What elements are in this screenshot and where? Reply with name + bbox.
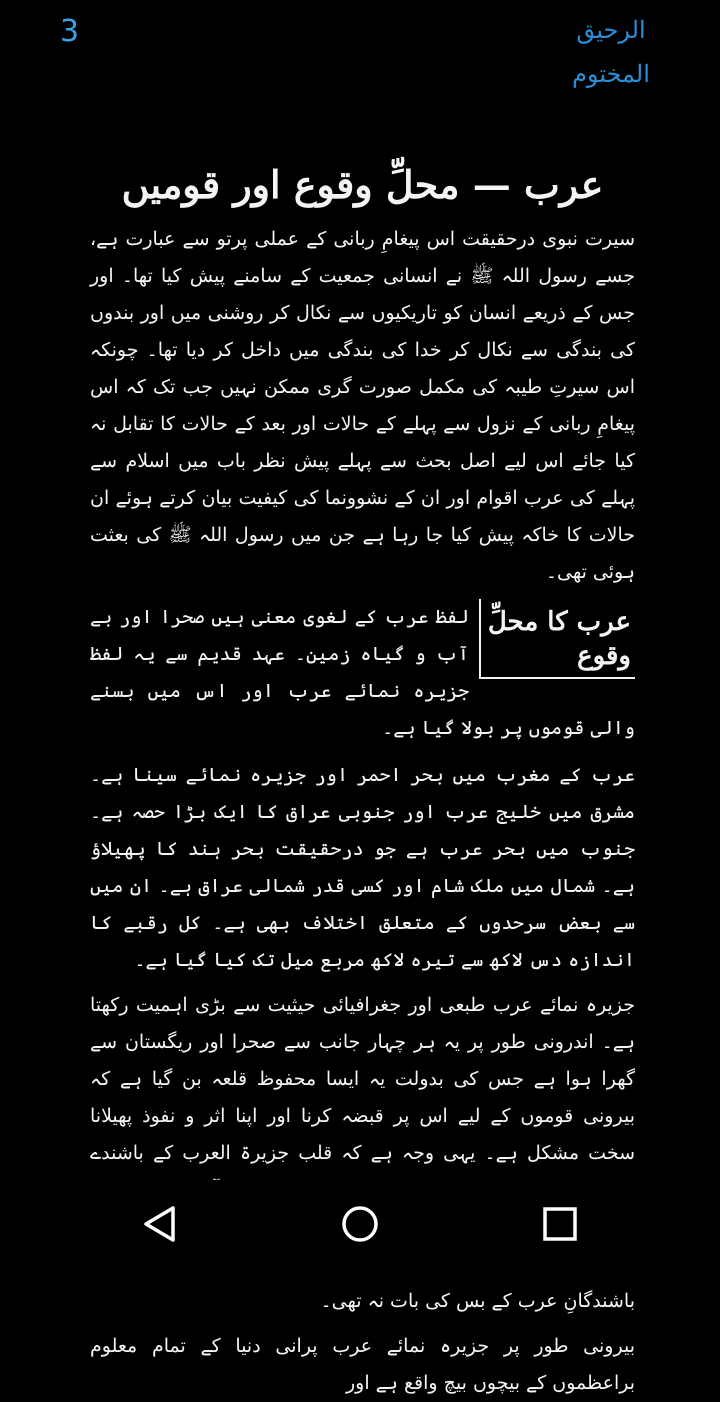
recents-square-icon bbox=[540, 1204, 580, 1244]
section-block bbox=[90, 599, 635, 747]
geography-paragraph: عرب کے مغرب میں بحر احمر اور جزیرہ نمائے سینا ہے۔ مشرق میں خلیج عرب اور جنوبی عراق کا ایک بڑا حصہ ہے۔ جنوب میں بحر عرب ہے جو درحقیقت بحر ہند کا پھیلاؤ ہے۔ شمال میں ملک شام اور کسی قدر شمالی عراق ہے۔ ان میں سے بعض سرحدوں کے متعلق اختلاف بھی ہے۔ کل رقبے کا اندازہ دس لاکھ سے تیرہ لاکھ مربع میل تک کیا گیا ہے۔ bbox=[90, 764, 635, 971]
paragraph-gap bbox=[90, 747, 635, 757]
page-number: 3 bbox=[60, 14, 80, 49]
book-page[interactable] bbox=[90, 150, 635, 1394]
home-button[interactable] bbox=[328, 1192, 392, 1256]
book-logo: الرحیق المختوم bbox=[572, 16, 650, 88]
back-button[interactable] bbox=[128, 1192, 192, 1256]
intro-paragraph: سیرت نبوی درحقیقت اس پیغامِ ربانی کے عملی پرتو سے عبارت ہے، جسے رسول اللہ ﷺ نے انسانی جمعیت کے سامنے پیش کیا تھا۔ اور جس کے ذریعے انسان کو تاریکیوں سے نکال کر روشنی میں اور بندوں کی بندگی سے نکال کر خدا کی بندگی میں داخل کر دیا تھا۔ چونکہ اس سیرتِ طیبہ کی مکمل صورت گری ممکن نہیں جب تک کہ اس پیغامِ ربانی کے نزول سے پہلے کے حالات اور بعد کے حالات کا تقابل نہ کیا جائے اس لیے اصل بحث سے پہلے پیش نظر باب میں اسلام سے پہلے کی عرب اقوام اور ان کے نشوونما کی کیفیت بیان کرتے ہوئے ان حالات کا خاکہ پیش کیا جا رہا ہے جن میں رسول اللہ ﷺ کی بعثت ہوئی تھی۔ bbox=[90, 228, 635, 583]
location-paragraph: بیرونی طور پر جزیرہ نمائے عرب پرانی دنیا کے تمام معلوم براعظموں کے بیچوں بیچ واقع ہے اور bbox=[90, 1335, 635, 1394]
back-triangle-icon bbox=[140, 1204, 180, 1244]
home-circle-icon bbox=[340, 1204, 380, 1244]
section-heading: عرب کا محلِّ وقوع bbox=[479, 599, 635, 679]
recents-button[interactable] bbox=[528, 1192, 592, 1256]
importance-paragraph: جزیرہ نمائے عرب طبعی اور جغرافیائی حیثیت سے بڑی اہمیت رکھتا ہے۔ اندرونی طور پر یہ ہر چہار جانب سے صحرا اور ریگستان سے گھرا ہوا ہے جس کی بدولت یہ ایسا محفوظ قلعہ بن گیا ہے کہ بیرونی قوموں کے لیے اس پر قبضہ کرنا اور اپنا اثر و نفوذ پھیلانا سخت مشکل ہے۔ یہی وجہ ہے کہ قلب جزیرۃ العرب کے باشندے باشندگانِ عرب کے بس کی بات نہ تھی۔ bbox=[90, 994, 635, 1312]
chapter-heading: عرب — محلِّ وقوع اور قومیں bbox=[121, 162, 604, 207]
navigation-bar bbox=[0, 1180, 720, 1280]
section-intro-paragraph: لفظ عرب کے لغوی معنی ہیں صحرا اور بے آب و گیاہ زمین۔ عہد قدیم سے یہ لفظ جزیرہ نمائے عرب اور اس میں بسنے والی قوموں پر بولا گیا ہے۔ bbox=[90, 606, 635, 739]
